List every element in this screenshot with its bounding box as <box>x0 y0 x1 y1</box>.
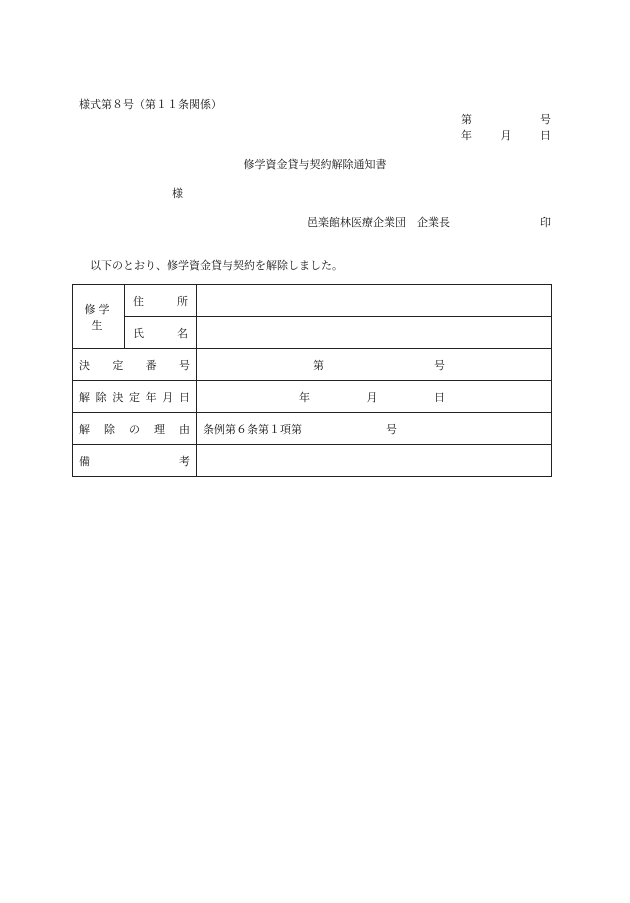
form-number: 様式第８号（第１１条関係） <box>79 98 222 111</box>
address-label-char-1: 住 <box>133 294 144 308</box>
label-char: 解 <box>79 422 90 436</box>
label-char: 号 <box>178 358 190 372</box>
label-char: 由 <box>179 422 190 436</box>
date-year: 年 <box>461 129 472 142</box>
label-char: 年 <box>145 390 157 404</box>
date-value-day: 日 <box>434 390 445 404</box>
address-label-char-2: 所 <box>177 294 188 308</box>
reason-value-suffix: 号 <box>386 422 397 436</box>
label-char: 理 <box>154 422 165 436</box>
name-label-char-1: 氏 <box>133 326 144 340</box>
date-value-year: 年 <box>299 390 310 404</box>
document-date <box>461 127 551 143</box>
label-char: 定 <box>128 390 140 404</box>
issuer-name: 邑楽館林医療企業団 企業長 <box>307 216 450 229</box>
label-char: 日 <box>178 390 190 404</box>
name-label-char-2: 名 <box>177 326 188 340</box>
label-char: 備 <box>79 454 90 468</box>
name-label <box>125 317 197 349</box>
document-title: 修学資金貸与契約解除通知書 <box>243 158 387 171</box>
label-char: 解 <box>79 390 90 404</box>
label-char: 決 <box>79 358 90 372</box>
reason-value <box>197 413 552 445</box>
label-char: 考 <box>179 454 190 468</box>
table-row-reason <box>73 413 552 445</box>
date-value-month: 月 <box>366 390 378 404</box>
document-number <box>461 111 551 127</box>
decision-date-label <box>73 381 197 413</box>
decision-date-value <box>197 381 552 413</box>
date-day: 日 <box>540 129 551 142</box>
date-month: 月 <box>500 129 512 142</box>
label-char: 決 <box>112 390 124 404</box>
label-char: の <box>129 422 140 436</box>
label-char: 除 <box>104 422 115 436</box>
address-value <box>197 285 552 317</box>
decision-value-prefix: 第 <box>313 358 324 372</box>
reason-label <box>73 413 197 445</box>
reason-value-prefix: 条例第６条第１項第 <box>203 422 302 436</box>
addressee-suffix: 様 <box>172 187 183 200</box>
doc-number-suffix: 号 <box>540 113 551 126</box>
name-value <box>197 317 552 349</box>
decision-number-value <box>197 349 552 381</box>
label-char: 定 <box>112 358 124 372</box>
table-row-name <box>73 317 552 349</box>
label-char: 番 <box>145 358 157 372</box>
doc-number-prefix: 第 <box>461 113 472 126</box>
intro-text: 以下のとおり、修学資金貸与契約を解除しました。 <box>90 259 343 272</box>
table-row-address <box>73 285 552 317</box>
student-group-label: 修学生 <box>73 285 125 349</box>
decision-number-label <box>73 349 197 381</box>
table-row-remarks <box>73 445 552 477</box>
remarks-label <box>73 445 197 477</box>
cancellation-form-table <box>72 284 552 477</box>
table-row-decision-date <box>73 381 552 413</box>
label-char: 月 <box>162 390 174 404</box>
address-label <box>125 285 197 317</box>
label-char: 除 <box>95 390 107 404</box>
table-row-decision-number <box>73 349 552 381</box>
remarks-value <box>197 445 552 477</box>
decision-value-suffix: 号 <box>434 358 445 372</box>
seal-mark: 印 <box>540 216 551 229</box>
